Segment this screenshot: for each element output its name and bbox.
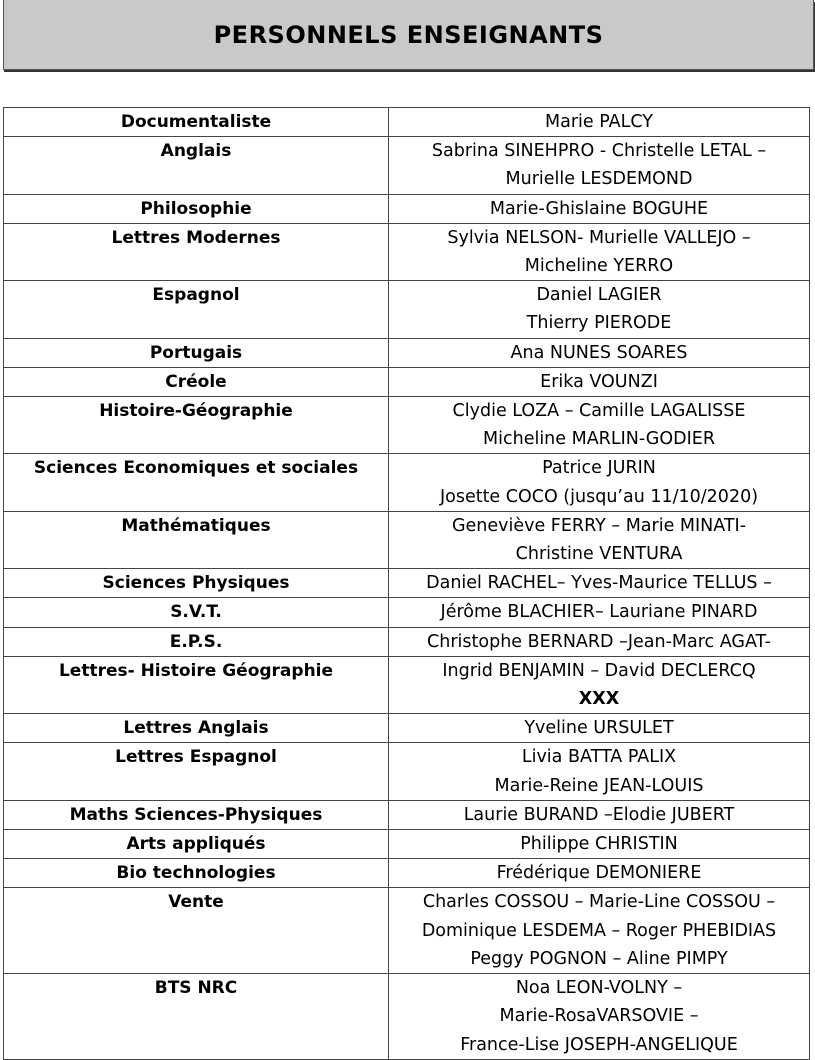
teachers-cell bbox=[389, 397, 810, 454]
staff-table-body bbox=[4, 108, 810, 1060]
teacher-line: Marie PALCY bbox=[545, 112, 653, 132]
staff-table bbox=[3, 107, 810, 1060]
teacher-line: Sabrina SINEHPRO - Christelle LETAL – bbox=[431, 141, 767, 162]
teachers-cell bbox=[389, 598, 810, 627]
table-row bbox=[4, 974, 810, 1060]
subject-cell: S.V.T. bbox=[4, 598, 389, 627]
teacher-line: Noa LEON-VOLNY – bbox=[515, 978, 683, 999]
table-row bbox=[4, 859, 810, 888]
teachers-cell bbox=[389, 830, 810, 859]
subject-cell: Anglais bbox=[4, 137, 389, 194]
table-row bbox=[4, 511, 810, 568]
table-row bbox=[4, 627, 810, 656]
teachers-cell bbox=[389, 367, 810, 396]
table-row bbox=[4, 569, 810, 598]
teachers-cell bbox=[389, 137, 810, 194]
teachers-cell bbox=[389, 108, 810, 137]
teacher-line: Marie-Reine JEAN-LOUIS bbox=[494, 775, 704, 796]
subject-cell: E.P.S. bbox=[4, 627, 389, 656]
teacher-line: Philippe CHRISTIN bbox=[520, 834, 678, 855]
teachers-cell bbox=[389, 627, 810, 656]
teacher-line: Sylvia NELSON- Murielle VALLEJO – bbox=[447, 227, 751, 248]
page-title: PERSONNELS ENSEIGNANTS bbox=[213, 20, 604, 49]
teachers-cell bbox=[389, 888, 810, 974]
teacher-line: Charles COSSOU – Marie-Line COSSOU – bbox=[422, 892, 776, 913]
teachers-cell bbox=[389, 974, 810, 1060]
teachers-cell bbox=[389, 714, 810, 743]
teacher-line: Daniel RACHEL– Yves-Maurice TELLUS – bbox=[426, 573, 772, 594]
table-row bbox=[4, 397, 810, 454]
teachers-cell bbox=[389, 511, 810, 568]
table-row bbox=[4, 454, 810, 511]
subject-cell: Créole bbox=[4, 367, 389, 396]
teachers-cell bbox=[389, 338, 810, 367]
table-row bbox=[4, 338, 810, 367]
table-row bbox=[4, 108, 810, 137]
teacher-line: Frédérique DEMONIERE bbox=[496, 863, 702, 884]
subject-cell: Lettres Espagnol bbox=[4, 743, 389, 800]
table-row bbox=[4, 743, 810, 800]
table-row bbox=[4, 888, 810, 974]
teachers-cell bbox=[389, 743, 810, 800]
subject-cell: Philosophie bbox=[4, 194, 389, 223]
teacher-line: Daniel LAGIER bbox=[536, 285, 662, 306]
subject-cell: Histoire-Géographie bbox=[4, 397, 389, 454]
teacher-line: Geneviève FERRY – Marie MINATI- bbox=[451, 515, 747, 536]
teacher-line: Murielle LESDEMOND bbox=[505, 169, 693, 190]
teacher-line: Marie-RosaVARSOVIE – bbox=[499, 1006, 699, 1027]
title-banner bbox=[3, 0, 814, 70]
table-row bbox=[4, 800, 810, 829]
subject-cell: Portugais bbox=[4, 338, 389, 367]
table-row bbox=[4, 830, 810, 859]
subject-cell: Sciences Physiques bbox=[4, 569, 389, 598]
teachers-cell bbox=[389, 281, 810, 338]
subject-cell: Lettres Modernes bbox=[4, 223, 389, 280]
teachers-cell bbox=[389, 194, 810, 223]
teacher-line: Micheline YERRO bbox=[524, 256, 674, 277]
teacher-line: Erika VOUNZI bbox=[540, 371, 658, 392]
teachers-cell bbox=[389, 223, 810, 280]
table-row bbox=[4, 137, 810, 194]
teachers-cell bbox=[389, 454, 810, 511]
table-row bbox=[4, 223, 810, 280]
subject-cell: Maths Sciences-Physiques bbox=[4, 800, 389, 829]
teachers-cell bbox=[389, 656, 810, 713]
table-row bbox=[4, 598, 810, 627]
teacher-line: Josette COCO (jusqu’au 11/10/2020) bbox=[439, 486, 759, 507]
table-row bbox=[4, 656, 810, 713]
teacher-line: Dominique LESDEMA – Roger PHEBIDIAS bbox=[421, 920, 777, 941]
teacher-line: France-Lise JOSEPH-ANGELIQUE bbox=[460, 1034, 738, 1055]
teachers-cell bbox=[389, 859, 810, 888]
teachers-cell bbox=[389, 800, 810, 829]
subject-cell: Sciences Economiques et sociales bbox=[4, 454, 389, 511]
teacher-line: Patrice JURIN bbox=[542, 458, 656, 479]
table-row bbox=[4, 367, 810, 396]
teachers-cell bbox=[389, 569, 810, 598]
teacher-line: Ingrid BENJAMIN – David DECLERCQ bbox=[442, 660, 756, 681]
teacher-line: Clydie LOZA – Camille LAGALISSE bbox=[452, 401, 746, 422]
table-row bbox=[4, 194, 810, 223]
subject-cell: Lettres Anglais bbox=[4, 714, 389, 743]
teacher-line: Christophe BERNARD –Jean-Marc AGAT- bbox=[427, 631, 771, 652]
teacher-line: Christine VENTURA bbox=[515, 544, 683, 565]
table-row bbox=[4, 281, 810, 338]
subject-cell: Documentaliste bbox=[4, 108, 389, 137]
subject-cell: Bio technologies bbox=[4, 859, 389, 888]
teacher-line: Peggy POGNON – Aline PIMPY bbox=[470, 948, 728, 969]
teacher-line: XXX bbox=[578, 689, 620, 710]
subject-cell: Lettres- Histoire Géographie bbox=[4, 656, 389, 713]
subject-cell: Arts appliqués bbox=[4, 830, 389, 859]
teacher-line: Micheline MARLIN-GODIER bbox=[483, 429, 715, 450]
teacher-line: Jérôme BLACHIER– Lauriane PINARD bbox=[440, 602, 758, 623]
teacher-line: Laurie BURAND –Elodie JUBERT bbox=[463, 804, 735, 825]
subject-cell: Mathématiques bbox=[4, 511, 389, 568]
subject-cell: BTS NRC bbox=[4, 974, 389, 1060]
teacher-line: Thierry PIERODE bbox=[526, 313, 672, 334]
table-row bbox=[4, 714, 810, 743]
subject-cell: Vente bbox=[4, 888, 389, 974]
teacher-line: Livia BATTA PALIX bbox=[521, 747, 677, 768]
teacher-line: Ana NUNES SOARES bbox=[510, 342, 688, 363]
teacher-line: Marie-Ghislaine BOGUHE bbox=[489, 198, 709, 219]
teacher-line: Yveline URSULET bbox=[524, 718, 674, 739]
subject-cell: Espagnol bbox=[4, 281, 389, 338]
